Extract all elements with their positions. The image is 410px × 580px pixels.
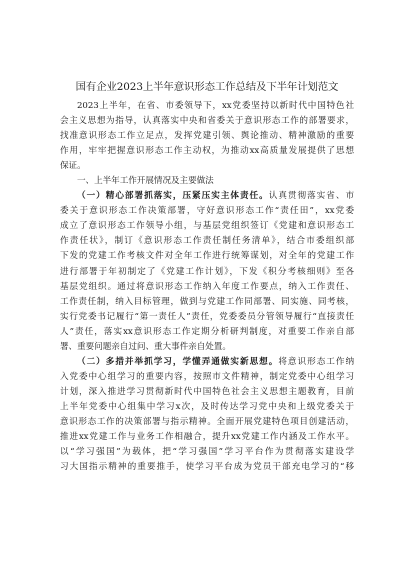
document-title: 国有企业2023上半年意识形态工作总结及下半年计划范文: [75, 81, 339, 93]
document-body: [60, 80, 354, 475]
paragraph-heading: （一）精心部署抓落实，压紧压实主体责任。: [77, 191, 269, 202]
paragraph-line: 计划，深入推进学习贯彻新时代中国特色社会主义思想主题教育，目前: [60, 386, 354, 397]
paragraph-line: 作责任状》，制订《意识形态工作责任制任务清单》，结合市委组织部: [60, 236, 354, 247]
paragraph-line: 以“学习强国”为载体，把“学习强国”学习平台作为贯彻落实建设学: [60, 447, 354, 458]
paragraph-line: 工作责任制，纳入目标管理，做到与党建工作同部署、同实施、同考核，: [60, 296, 354, 307]
paragraph-line: 委关于意识形态工作决策部署，守好意识形态工作“责任田”，xx党委: [60, 206, 354, 217]
paragraph-line: 上半年党委中心组集中学习x次，及时传达学习党中央和上级党委关于: [60, 401, 354, 412]
paragraph-text: 认真贯彻落实省、市: [268, 191, 354, 202]
paragraph-line: 署、重要问题亲自过问、重大事件亲自处置。: [60, 341, 231, 352]
intro-line: 找准意识形态工作立足点，发挥党建引领、舆论推动、精神激励的重要: [60, 131, 354, 142]
paragraph-first-line: [60, 355, 354, 370]
paragraph-line: 下发的党建工作考核文件对全年工作进行统筹谋划，对全年的党建工作: [60, 251, 354, 262]
paragraph-text: 将意识形态工作纳: [278, 356, 354, 367]
intro-line: 2023上半年，在省、市委领导下，xx党委坚持以新时代中国特色社: [77, 101, 354, 111]
paragraph-line: 推进xx党建工作与业务工作相融合，提升xx党建工作内涵及工作水平。: [60, 432, 354, 443]
intro-line: 会主义思想为指导，认真落实中央和省委关于意识形态工作的部署要求，: [60, 116, 354, 127]
intro-line: 作用，牢牢把握意识形态工作主动权，为推动xx高质量发展提供了思想: [60, 146, 354, 157]
section-heading: 一、上半年工作开展情况及主要做法: [77, 176, 214, 187]
paragraph-line: 人”责任，落实xx意识形态工作定期分析研判制度，对重要工作亲自部: [60, 326, 354, 337]
paragraph-line: 进行部署于年初制定了《党建工作计划》，下发《积分考核细则》至各: [60, 266, 354, 277]
paragraph-line: 意识形态工作的决策部署与指示精神。全面开展党建特色项目创建活动，: [60, 416, 354, 427]
paragraph-line: 习大国指示精神的重要推手，使学习平台成为党员干部充电学习的“移: [60, 462, 354, 473]
paragraph-line: 入党委中心组学习的重要内容，按照市文件精神，制定党委中心组学习: [60, 371, 354, 382]
paragraph-line: 实行党委书记履行“第一责任人”责任，党委委员分管领导履行“直接责任: [60, 311, 354, 322]
paragraph-first-line: [60, 189, 354, 204]
paragraph-line: 基层党组织。通过将意识形态工作纳入年度工作要点，纳入工作责任、: [60, 281, 354, 292]
paragraph-heading: （二）多措并举抓学习，学懂弄通做实新思想。: [77, 356, 279, 367]
paragraph-line: 成立了意识形态工作领导小组，与基层党组织签订《党建和意识形态工: [60, 221, 354, 232]
intro-line: 保证。: [60, 161, 86, 172]
